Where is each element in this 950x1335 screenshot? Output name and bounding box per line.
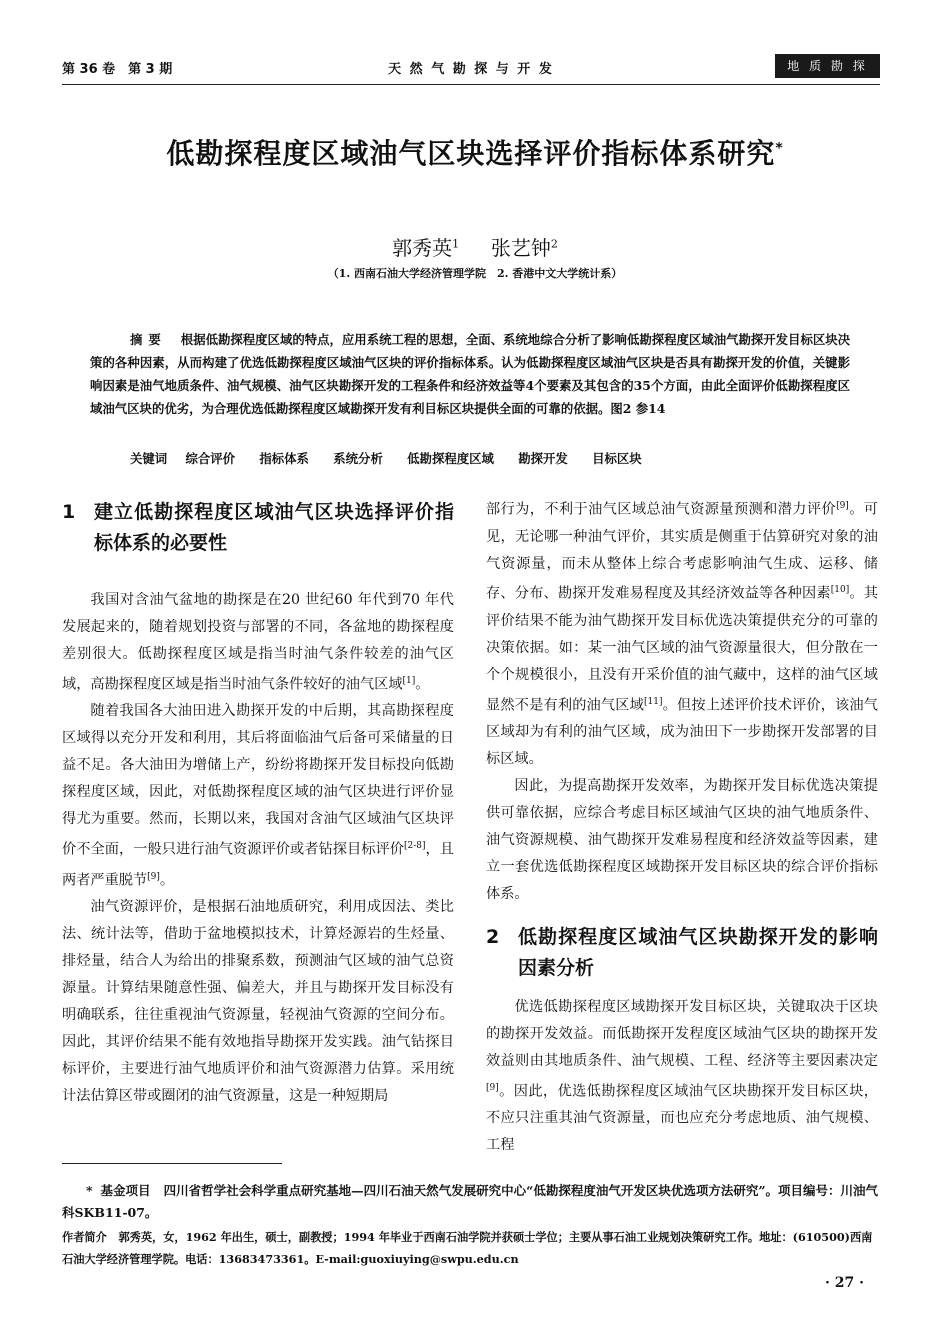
section-heading: 2 低勘探程度区域油气区块勘探开发的影响因素分析 [486, 925, 878, 979]
header-divider [62, 84, 880, 85]
section-badge: 地 质 勘 探 [775, 54, 880, 78]
keyword: 系统分析 [333, 451, 383, 466]
paragraph: 因此，为提高勘探开发效率，为勘探开发目标优选决策提供可靠依据，应综合考虑目标区域油气区块的油气地质条件、油气资源规模、油气勘探开发难易程度和经济效益等因素，建立一套优选低勘探程度区域勘探开发目标区块的综合评价指标体系。 [486, 778, 878, 902]
title-footnote-mark: * [775, 140, 784, 157]
left-column [62, 493, 454, 1109]
right-column [486, 493, 878, 1159]
keyword: 低勘探程度区域 [407, 451, 494, 466]
page-number: · 27 · [825, 1275, 864, 1291]
author-list: 郭秀英$^1$ 张艺钟$^2$ [392, 236, 558, 260]
paragraph: 我国对含油气盆地的勘探是在20 世纪60 年代到70 年代发展起来的，随着规划投资与部署的不同，各盆地的勘探程度差别很大。低勘探程度区域是指当时油气条件较差的油气区域，高勘探程度区域是指当时油气条件较好的油气区域[1]。 [62, 592, 454, 693]
affiliations: （1. 西南石油大学经济管理学院 2. 香港中文大学统计系） [327, 267, 623, 280]
keyword: 目标区块 [592, 451, 642, 466]
funding-footnote: * 基金项目 四川省哲学社会科学重点研究基地—四川石油天然气发展研究中心“低勘探程度油气开发区块优选项方法研究”。项目编号：川油气科SKB11-07。 [62, 1183, 879, 1220]
author-name: 郭秀英 [392, 236, 453, 260]
volume-issue: 第 36 卷 第 3 期 [62, 62, 173, 77]
keywords-label: 关键词 [130, 451, 168, 466]
author-name: 张艺钟 [490, 236, 551, 260]
paragraph: 油气资源评价，是根据石油地质研究，利用成因法、类比法、统计法等，借助于盆地模拟技术，计算烃源岩的生烃量、排烃量，结合人为给出的排聚系数，预测油气区域的油气总资源量。计算结果随意性强、偏差大，并且与勘探开发目标没有明确联系，往往重视油气资源量，轻视油气资源的空间分布。因此，其评价结果不能有效地指导勘探开发实践。油气钻探目标评价，主要进行油气地质评价和油气资源潜力估算。采用统计法估算区带或圈闭的油气资源量，这是一种短期局 [62, 899, 454, 1104]
journal-name: 天 然 气 勘 探 与 开 发 [388, 62, 554, 77]
section-heading: 1 建立低勘探程度区域油气区块选择评价指标体系的必要性 [62, 501, 454, 554]
paragraph: 随着我国各大油田进入勘探开发的中后期，其高勘探程度区域得以充分开发和利用，其后将面临油气后备可采储量的日益不足。各大油田为增储上产，纷纷将勘探开发目标投向低勘探程度区域，因此，对低勘探程度区域的油气区块进行评价显得尤为重要。然而，长期以来，我国对含油气区域油气区块评价不全面，一般只进行油气资源评价或者钻探目标评价[2-8]，且两者严重脱节[9]。 [62, 703, 454, 889]
abstract-text: 根据低勘探程度区域的特点，应用系统工程的思想，全面、系统地综合分析了影响低勘探程度区域油气勘探开发目标区块决策的各种因素，从而构建了优选低勘探程度区域油气区块的评价指标体系。认为低勘探程度区域油气区块是否具有勘探开发的价值，关键影响因素是油气地质条件、油气规模、油气区块勘探开发的工程条件和经济效益等4个要素及其包含的35个方面，由此全面评价低勘探程度区域油气区块的优劣，为合理优选低勘探程度区域勘探开发有利目标区块提供全面的可靠的依据。图2 参14 [90, 332, 851, 416]
paragraph: 部行为，不利于油气区域总油气资源量预测和潜力评价[9]。可见，无论哪一种油气评价，其实质是侧重于估算研究对象的油气资源量，而未从整体上综合考虑影响油气生成、运移、储存、分布、勘探开发难易程度及其经济效益等各种因素[10]。其评价结果不能为油气勘探开发目标优选决策提供充分的可靠的决策依据。如：某一油气区域的油气资源量很大，但分散在一个个规模很小，且没有开采价值的油气藏中，这样的油气区域显然不是有利的油气区域[11]。但按上述评价技术评价，该油气区域却为有利的油气区域，成为油田下一步勘探开发部署的目标区域。 [486, 501, 878, 768]
paragraph: 优选低勘探程度区域勘探开发目标区块，关键取决于区块的勘探开发效益。而低勘探开发程度区域油气区块的勘探开发效益则由其地质条件、油气规模、工程、经济等主要因素决定[9]。因此，优选低勘探程度区域油气区块勘探开发目标区块，不应只注重其油气资源量，而也应充分考虑地质、油气规模、工程 [486, 998, 878, 1154]
paper-title: 低勘探程度区域油气区块选择评价指标体系研究* [166, 137, 784, 170]
footnote-divider [62, 1163, 282, 1164]
keyword: 指标体系 [259, 451, 309, 466]
abstract [90, 328, 850, 420]
running-header [62, 54, 880, 84]
keyword: 勘探开发 [518, 451, 568, 466]
author-bio: 作者简介 郭秀英，女，1962 年出生，硕士，副教授；1994 年毕业于西南石油学院并获硕士学位；主要从事石油工业规划决策研究工作。地址：(610500)西南石油大学经济管理学院。电话：13683473361。E-mail:guoxiuying@swpu.edu.cn [62, 1230, 873, 1266]
keywords [90, 449, 850, 467]
keyword: 综合评价 [185, 451, 236, 466]
abstract-label: 摘要 [130, 332, 167, 347]
